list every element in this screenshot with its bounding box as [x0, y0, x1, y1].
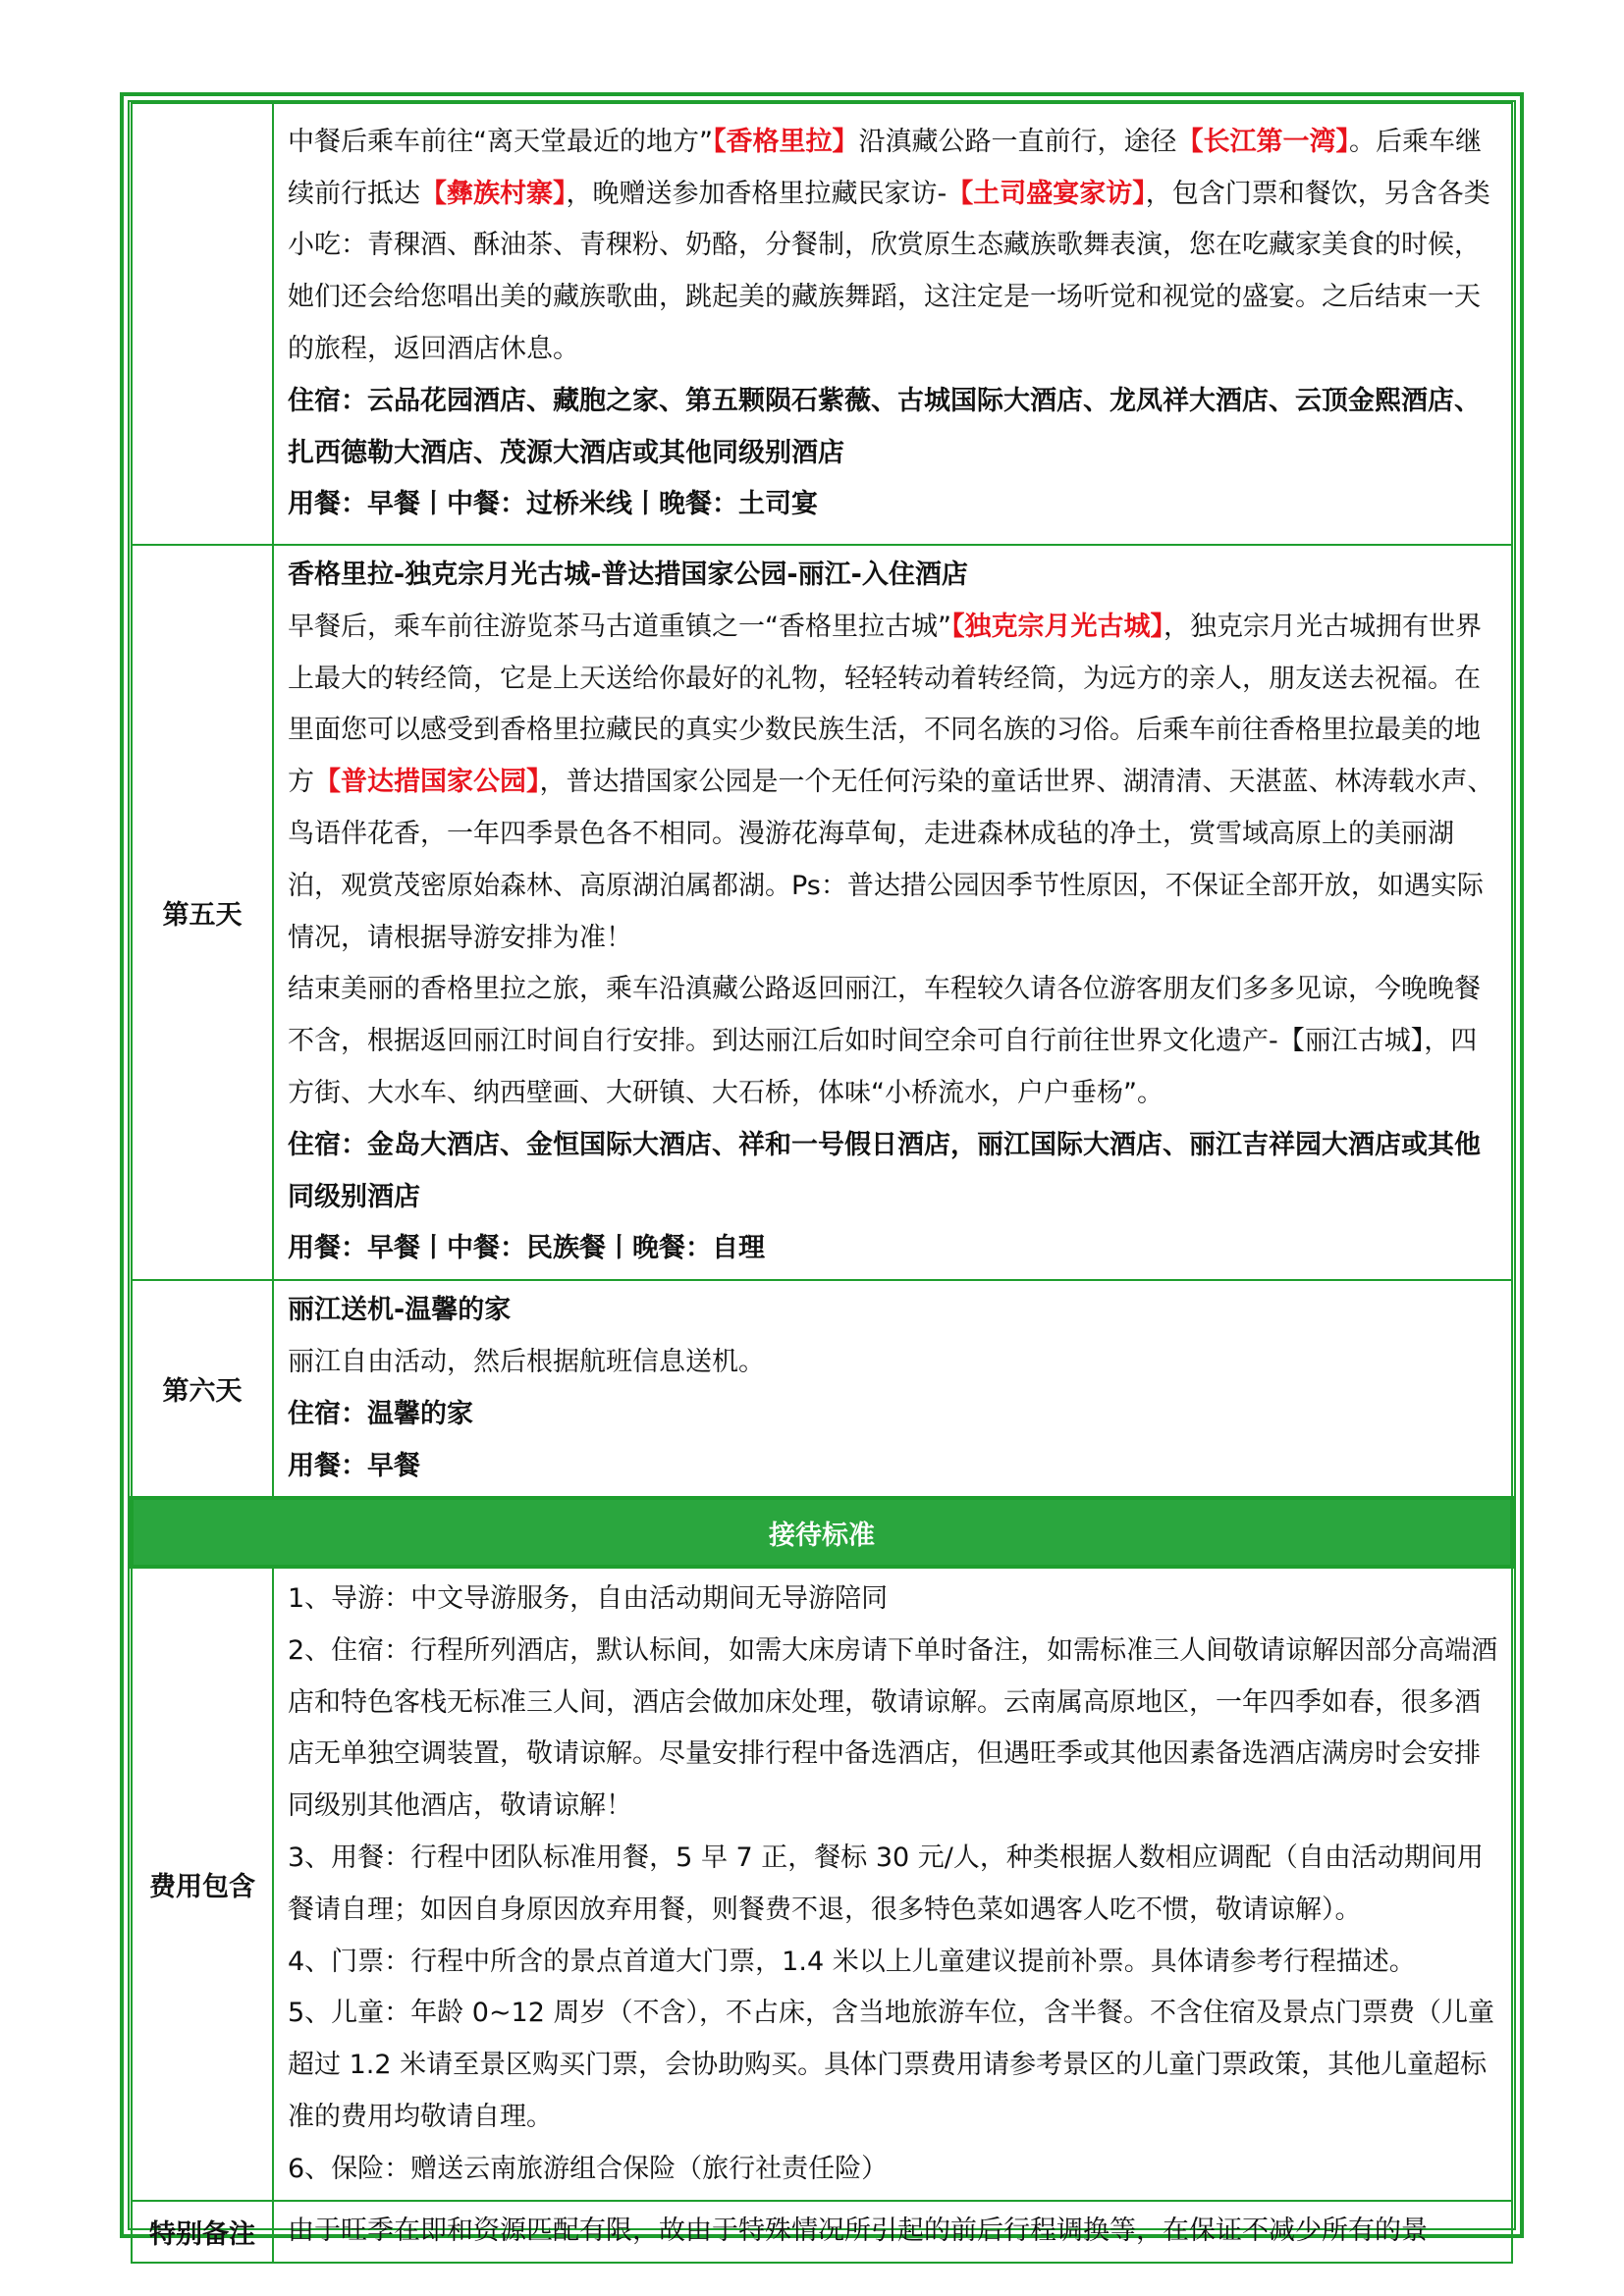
day4-content	[273, 103, 1512, 545]
text-run: 。后乘车继续前行抵达	[288, 126, 1482, 209]
row-banner	[132, 1498, 1512, 1567]
row-day5	[132, 545, 1512, 1280]
day5-meals: 用餐：早餐丨中餐：民族餐丨晚餐：自理	[288, 1233, 765, 1264]
text-run: ，包含门票和餐饮，另含各类小吃：青稞酒、酥油茶、青稞粉、奶酪，分餐制，欣赏原生态藏族歌舞表演，您在吃藏家美食的时候，她们还会给您唱出美的藏族歌曲，跳起美的藏族舞蹈，这注定是一场听觉和视觉的盛宴。之后结束一天的旅程，返回酒店休息。	[288, 178, 1490, 364]
itinerary-frame	[128, 100, 1516, 2251]
fees-label: 费用包含	[132, 1567, 273, 2201]
day5-label: 第五天	[132, 545, 273, 1280]
section-banner: 接待标准	[132, 1498, 1512, 1567]
highlight-first-bend: 【长江第一湾】	[1176, 126, 1349, 157]
fees-item: 5、儿童：年龄 0~12 周岁（不含），不占床，含当地旅游车位，含半餐。不含住宿及景点门票费（儿童超过 1.2 米请至景区购买门票，会协助购买。具体门票费用请参考景区的儿童门票政策，其他儿童超标准的费用均敬请自理。	[288, 1998, 1494, 2133]
row-fees	[132, 1567, 1512, 2201]
day4-paragraph	[288, 117, 1499, 376]
text-run: 中餐后乘车前往“离天堂最近的地方”	[288, 126, 713, 157]
fees-content	[273, 1567, 1512, 2201]
fees-item: 3、用餐：行程中团队标准用餐，5 早 7 正，餐标 30 元/人，种类根据人数相应调配（自由活动期间用餐请自理；如因自身原因放弃用餐，则餐费不退，很多特色菜如遇客人吃不惯，敬请谅解）。	[288, 1842, 1484, 1925]
itinerary-page	[120, 92, 1524, 2251]
fees-item: 1、导游：中文导游服务，自由活动期间无导游陪同	[288, 1583, 889, 1615]
highlight-dukezong: 【独克宗月光古城】	[950, 611, 1164, 642]
text-run: 早餐后，乘车前往游览茶马古道重镇之一“香格里拉古城”	[288, 611, 951, 642]
highlight-yi-village: 【彝族村寨】	[420, 178, 567, 209]
day6-label: 第六天	[132, 1280, 273, 1498]
notes-label: 特别备注	[132, 2201, 273, 2263]
highlight-shangri-la: 【香格里拉】	[712, 126, 859, 157]
day4-label-cell	[132, 103, 273, 545]
day5-title: 香格里拉-独克宗月光古城-普达措国家公园-丽江-入住酒店	[288, 560, 968, 590]
day4-lodging: 住宿：云品花园酒店、藏胞之家、第五颗陨石紫薇、古城国际大酒店、龙凤祥大酒店、云顶金熙酒店、扎西德勒大酒店、茂源大酒店或其他同级别酒店	[288, 385, 1481, 468]
highlight-pudacuo: 【普达措国家公园】	[314, 767, 540, 798]
day6-meals: 用餐：早餐	[288, 1450, 420, 1481]
day6-title: 丽江送机-温馨的家	[288, 1295, 512, 1326]
day5-paragraph-2: 结束美丽的香格里拉之旅，乘车沿滇藏公路返回丽江，车程较久请各位游客朋友们多多见谅，今晚晚餐不含，根据返回丽江时间自行安排。到达丽江后如时间空余可自行前往世界文化遗产-【丽江古城】，四方街、大水车、纳西壁画、大研镇、大石桥，体味“小桥流水，户户垂杨”。	[288, 974, 1481, 1108]
text-run: ，普达措国家公园是一个无任何污染的童话世界、湖清清、天湛蓝、林涛载水声、鸟语伴花香，一年四季景色各不相同。漫游花海草甸，走进森林成毡的净土，赏雪域高原上的美丽湖泊，观赏茂密原始森林、高原湖泊属都湖。Ps：普达措公园因季节性原因，不保证全部开放，如遇实际情况，请根据导游安排为准！	[288, 767, 1494, 953]
row-day6	[132, 1280, 1512, 1498]
day6-paragraph: 丽江自由活动，然后根据航班信息送机。	[288, 1346, 765, 1377]
fees-item: 4、门票：行程中所含的景点首道大门票，1.4 米以上儿童建议提前补票。具体请参考行程描述。	[288, 1946, 1416, 1977]
text-run: ，独克宗月光古城拥有世界上最大的转经筒，它是上天送给你最好的礼物，轻轻转动着转经筒，为远方的亲人，朋友送去祝福。在里面您可以感受到香格里拉藏民的真实少数民族生活，不同名族的习俗。后乘车前往香格里拉最美的地方	[288, 611, 1482, 798]
day6-content	[273, 1280, 1512, 1498]
row-notes	[132, 2201, 1512, 2263]
row-day4	[132, 103, 1512, 545]
text-run: 沿滇藏公路一直前行，途径	[858, 126, 1177, 157]
day5-content	[273, 545, 1512, 1280]
notes-text: 由于旺季在即和资源匹配有限，故由于特殊情况所引起的前后行程调换等，在保证不减少所有的景	[288, 2216, 1428, 2247]
day5-lodging: 住宿：金岛大酒店、金恒国际大酒店、祥和一号假日酒店，丽江国际大酒店、丽江吉祥园大酒店或其他同级别酒店	[288, 1129, 1481, 1212]
itinerary-table	[130, 102, 1514, 2264]
fees-item: 2、住宿：行程所列酒店，默认标间，如需大床房请下单时备注，如需标准三人间敬请谅解因部分高端酒店和特色客栈无标准三人间，酒店会做加床处理，敬请谅解。云南属高原地区，一年四季如春，很多酒店无单独空调装置，敬请谅解。尽量安排行程中备选酒店，但遇旺季或其他因素备选酒店满房时会安排同级别其他酒店，敬请谅解！	[288, 1634, 1498, 1822]
notes-content	[273, 2201, 1512, 2263]
fees-item: 6、保险：赠送云南旅游组合保险（旅行社责任险）	[288, 2153, 889, 2184]
text-run: ，晚赠送参加香格里拉藏民家访-	[566, 178, 947, 209]
day6-lodging: 住宿：温馨的家	[288, 1398, 473, 1429]
highlight-tusi-banquet: 【土司盛宴家访】	[947, 178, 1146, 209]
day4-meals: 用餐：早餐丨中餐：过桥米线丨晚餐：土司宴	[288, 489, 818, 520]
day5-paragraph-1	[288, 602, 1499, 965]
